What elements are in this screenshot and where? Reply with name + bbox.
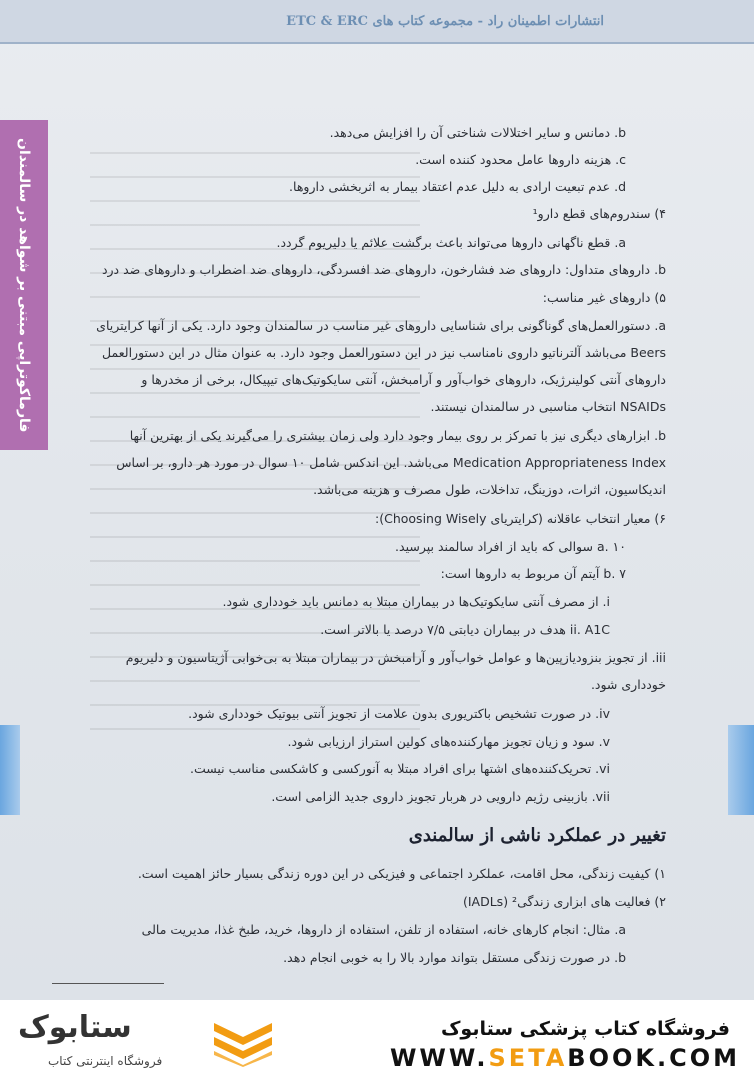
body-line: b. دمانس و سایر اختلالات شناختی آن را افزایش می‌دهد. — [329, 125, 626, 140]
url-highlight: SETA — [488, 1044, 568, 1072]
body-line: Beers می‌باشد آلترناتیو داروی نامناسب نیز در این دستورالعمل وجود دارد. به عنوان مثال در این دستورالعمل — [102, 345, 666, 360]
list-heading: ۲) فعالیت های ابزاری زندگی² (IADLs) — [462, 894, 666, 909]
body-line: Medication Appropriateness Index می‌باشد. این اندکس شامل ۱۰ سوال در مورد هر دارو، بر اساس — [116, 455, 666, 470]
url-suffix: BOOK.COM — [567, 1044, 740, 1072]
store-logo-text: ستابوک — [18, 1010, 132, 1045]
list-heading: ۵) داروهای غیر مناسب: — [542, 290, 666, 305]
store-name: فروشگاه کتاب پزشکی ستابوک — [440, 1018, 730, 1040]
body-line: b. داروهای متداول: داروهای ضد فشارخون، داروهای ضد افسردگی، داروهای ضد اضطراب و داروهای ضد درد — [101, 262, 666, 277]
margin-band-left — [0, 725, 20, 815]
header-band — [0, 0, 754, 44]
footnote-rule — [52, 983, 164, 984]
body-line: ۱) کیفیت زندگی، محل اقامت، عملکرد اجتماعی و فیزیکی در این دوره زندگی بسیار حائز اهمیت است. — [137, 866, 666, 881]
chapter-tab-label: فارماکوتراپی مبتنی بر شواهد در سالمندان — [16, 137, 32, 433]
body-line: b. ۷ آیتم آن مربوط به داروها است: — [440, 566, 626, 581]
book-logo-icon — [210, 1015, 276, 1067]
body-line: خودداری شود. — [590, 677, 666, 692]
body-line: داروهای آنتی کولینرژیک، داروهای خواب‌آور و آرامبخش، آنتی سایکوتیک‌های تیپیکال، برخی از مخدرها و — [141, 372, 666, 387]
body-line: c. هزینه داروها عامل محدود کننده است. — [415, 152, 626, 167]
body-line: v. سود و زیان تجویز مهارکننده‌های کولین استراز ارزیابی شود. — [287, 734, 610, 749]
chapter-side-tab — [0, 120, 48, 450]
body-line: iii. از تجویز بنزودیازپین‌ها و عوامل خواب‌آور و آرامبخش در بیماران مبتلا به بی‌خوابی آژیتاسیون و دلیریوم — [125, 650, 666, 665]
list-heading: ۴) سندروم‌های قطع دارو¹ — [532, 206, 666, 221]
body-line: b. در صورت زندگی مستقل بتواند موارد بالا را به خوبی انجام دهد. — [283, 950, 626, 965]
body-line: NSAIDs انتخاب مناسبی در سالمندان نیستند. — [430, 399, 666, 414]
list-heading: ۶) معیار انتخاب عاقلانه (کرایتریای Choosing Wisely): — [375, 511, 666, 526]
body-line: a. مثال: انجام کارهای خانه، استفاده از تلفن، استفاده از داروها، خرید، طبخ غذا، مدیریت مالی — [141, 922, 626, 937]
body-line: iv. در صورت تشخیص باکتریوری بدون علامت از تجویز آنتی بیوتیک خودداری شود. — [188, 706, 610, 721]
body-line: d. عدم تبعیت ارادی به دلیل عدم اعتقاد بیمار به اثربخشی داروها. — [289, 179, 626, 194]
running-header: انتشارات اطمینان راد - مجموعه کتاب های ETC & ERC — [286, 14, 604, 29]
store-footer — [0, 1000, 754, 1080]
section-heading: تغییر در عملکرد ناشی از سالمندی — [408, 825, 666, 846]
body-line: vi. تحریک‌کننده‌های اشتها برای افراد مبتلا به آنورکسی و کاشکسی مناسب نیست. — [189, 761, 610, 776]
body-line: a. قطع ناگهانی داروها می‌تواند باعث برگشت علائم یا دلیریوم گردد. — [276, 235, 626, 250]
body-line: a. ۱۰ سوالی که باید از افراد سالمند بپرسید. — [395, 539, 626, 554]
body-line: اندیکاسیون، اثرات، دوزینگ، تداخلات، طول مصرف و هزینه می‌باشد. — [313, 482, 666, 497]
store-url[interactable] — [390, 1044, 740, 1072]
body-line: ii. A1C هدف در بیماران دیابتی ۷/۵ درصد یا بالاتر است. — [320, 622, 610, 637]
url-prefix: WWW. — [389, 1044, 489, 1072]
body-line: b. ابزارهای دیگری نیز با تمرکز بر روی بیمار وجود دارد ولی زمان بیشتری را می‌گیرند یکی از بهترین آنها — [129, 428, 666, 443]
body-line: i. از مصرف آنتی سایکوتیک‌ها در بیماران مبتلا به دمانس باید خودداری شود. — [222, 594, 610, 609]
store-logo-tagline: فروشگاه اینترنتی کتاب — [48, 1054, 163, 1068]
body-line: a. دستورالعمل‌های گوناگونی برای شناسایی داروهای غیر مناسب در سالمندان وجود دارد. یکی از آنها کرایتریای — [96, 318, 666, 333]
margin-band-right — [728, 725, 754, 815]
body-line: vii. بازبینی رژیم دارویی در هربار تجویز داروی جدید الزامی است. — [271, 789, 610, 804]
